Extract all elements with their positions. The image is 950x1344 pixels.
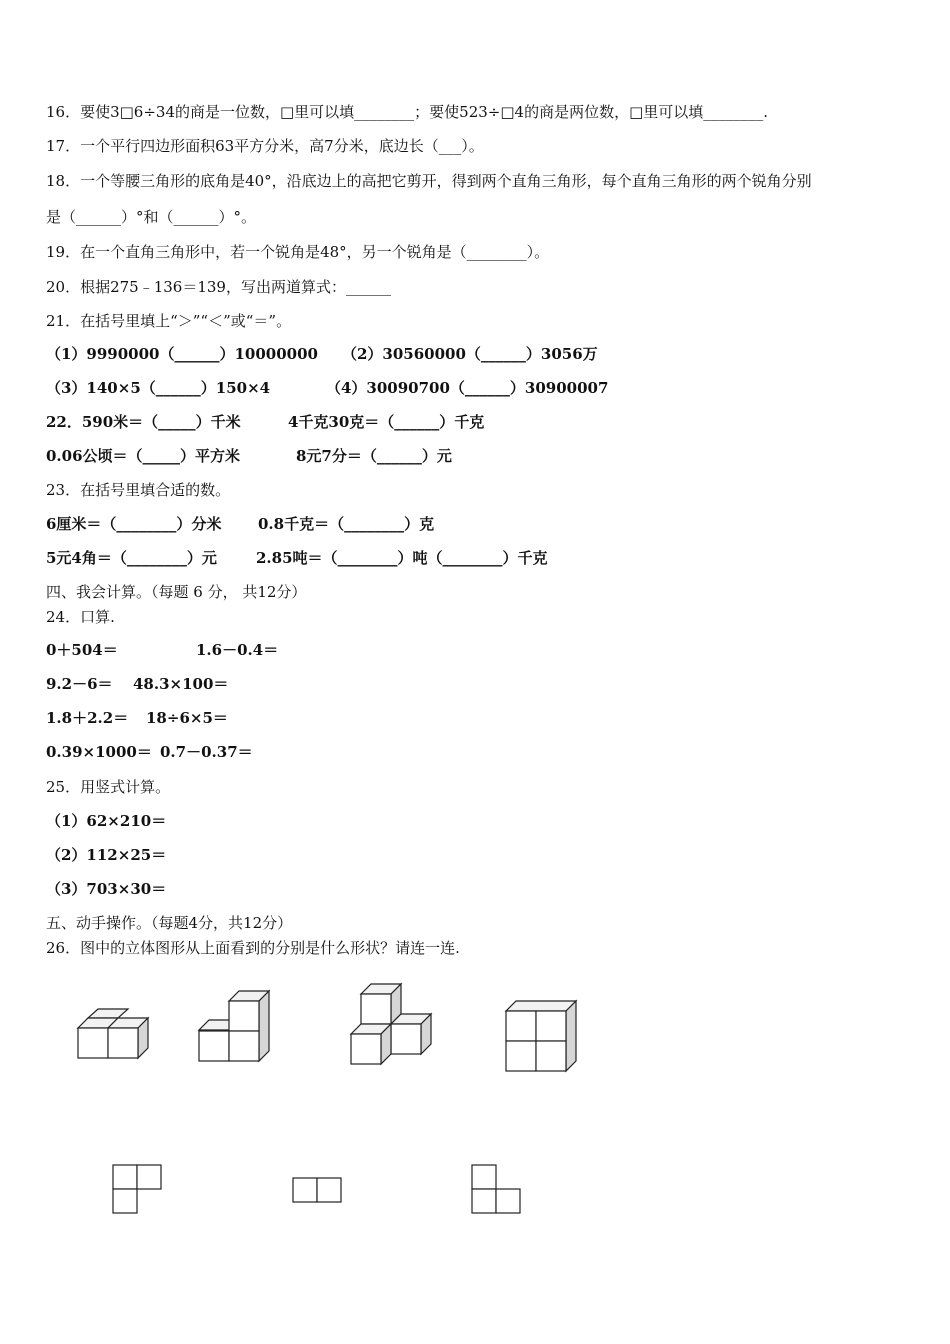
mental-math-2b: 48.3×100＝ — [133, 675, 229, 693]
question-26: 26．图中的立体图形从上面看到的分别是什么形状？请连一连. — [46, 939, 460, 957]
question-23: 23．在括号里填合适的数。 — [46, 481, 231, 499]
section-5-heading: 五、动手操作。（每题4分，共12分） — [46, 914, 293, 932]
question-22-item-3: 0.06公顷＝（_____）平方米 — [46, 447, 241, 465]
vertical-calc-2: （2）112×25＝ — [46, 846, 167, 864]
mental-math-3b: 18÷6×5＝ — [146, 709, 228, 727]
question-18-line2: 是（______）°和（______）°。 — [46, 208, 257, 226]
solid-figure-4 — [500, 995, 590, 1080]
question-24: 24．口算. — [46, 608, 115, 626]
question-17: 17．一个平行四边形面积63平方分米，高7分米，底边长（___）。 — [46, 137, 484, 155]
top-view-2 — [290, 1175, 345, 1205]
question-21: 21．在括号里填上“＞”“＜”或“＝”。 — [46, 312, 292, 330]
question-22-item-1: 22．590米＝（_____）千米 — [46, 413, 241, 431]
vertical-calc-3: （3）703×30＝ — [46, 880, 167, 898]
mental-math-4b: 0.7－0.37＝ — [160, 743, 253, 761]
section-4-heading: 四、我会计算。（每题 6 分， 共12分） — [46, 583, 307, 601]
question-21-item-2: （2）30560000（______）3056万 — [342, 345, 598, 363]
solid-figure-1 — [70, 1000, 160, 1070]
vertical-calc-1: （1）62×210＝ — [46, 812, 167, 830]
solid-figure-3 — [345, 980, 440, 1075]
question-23-item-1: 6厘米＝（________）分米 — [46, 515, 222, 533]
question-18-line1: 18．一个等腰三角形的底角是40°，沿底边上的高把它剪开，得到两个直角三角形，每个直角三角形的两个锐角分别 — [46, 172, 812, 190]
top-view-1 — [110, 1162, 165, 1217]
question-20: 20．根据275﹣136＝139，写出两道算式：______ — [46, 278, 391, 296]
question-23-item-3: 5元4角＝（________）元 — [46, 549, 217, 567]
mental-math-4a: 0.39×1000＝ — [46, 743, 152, 761]
question-22-item-4: 8元7分＝（______）元 — [296, 447, 452, 465]
question-23-item-4: 2.85吨＝（________）吨（________）千克 — [256, 549, 548, 567]
question-19: 19．在一个直角三角形中，若一个锐角是48°，另一个锐角是（________）。 — [46, 243, 550, 261]
question-23-item-2: 0.8千克＝（________）克 — [258, 515, 435, 533]
question-21-item-1: （1）9990000（______）10000000 — [46, 345, 318, 363]
mental-math-3a: 1.8＋2.2＝ — [46, 709, 129, 727]
question-16: 16．要使3□6÷34的商是一位数，□里可以填________；要使523÷□4的商是两位数，□里可以填________. — [46, 103, 769, 121]
question-21-item-3: （3）140×5（______）150×4 — [46, 379, 271, 397]
mental-math-1b: 1.6－0.4＝ — [196, 641, 279, 659]
question-22-item-2: 4千克30克＝（______）千克 — [288, 413, 485, 431]
mental-math-1a: 0＋504＝ — [46, 641, 118, 659]
mental-math-2a: 9.2－6＝ — [46, 675, 113, 693]
top-view-3 — [469, 1162, 524, 1217]
question-25: 25．用竖式计算。 — [46, 778, 171, 796]
solid-figure-2 — [193, 985, 283, 1070]
question-21-item-4: （4）30090700（______）30900007 — [326, 379, 609, 397]
